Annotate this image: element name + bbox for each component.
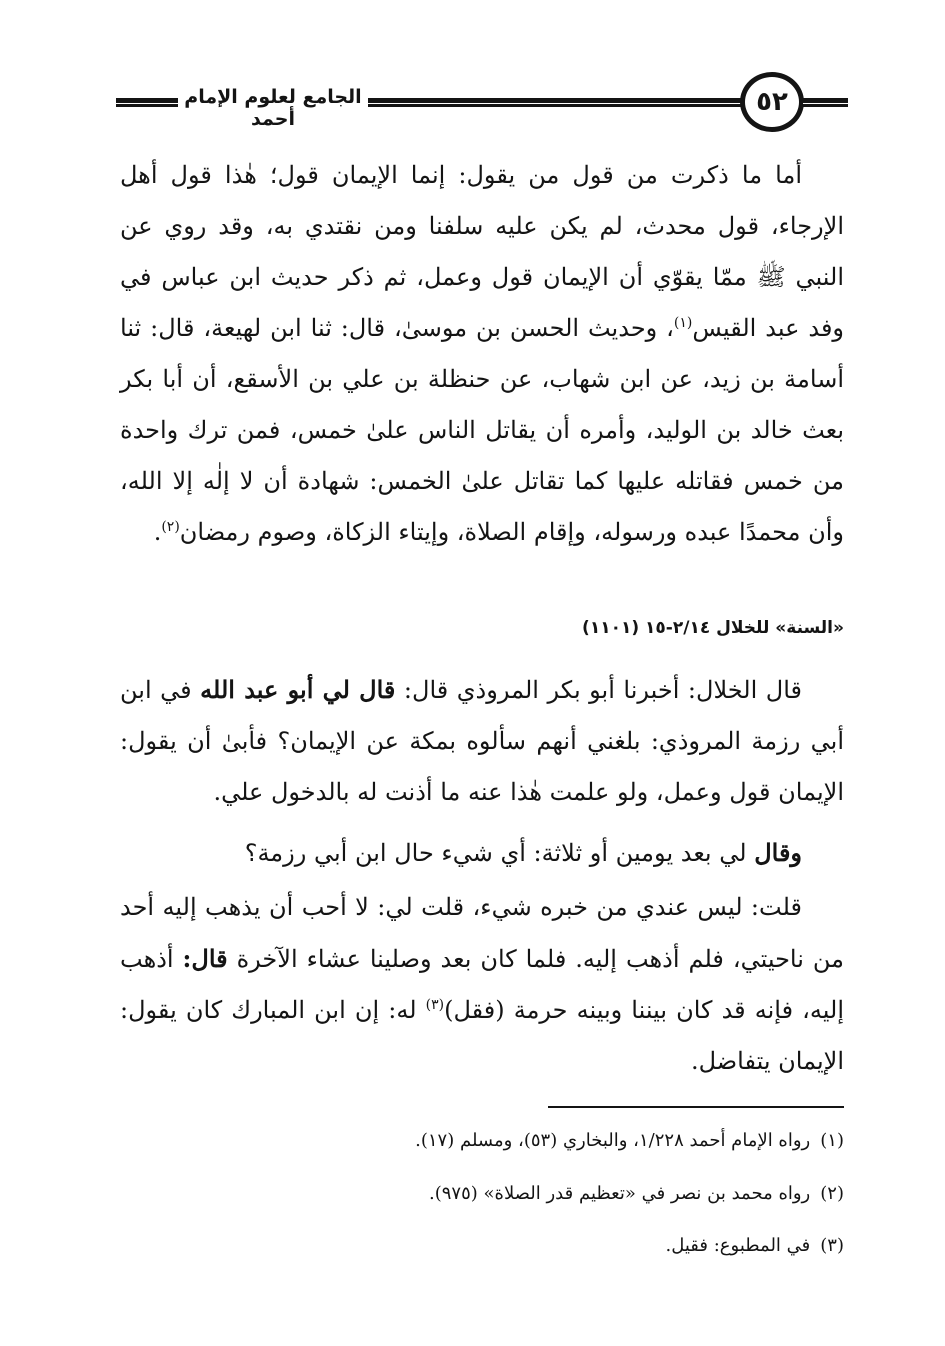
paragraph-3 (120, 827, 844, 879)
paragraph-3-bold: وقال (754, 838, 802, 867)
footnote-ref-3: (٣) (425, 997, 445, 1013)
paragraph-1 (120, 150, 844, 558)
paragraph-4-text-a: قلت: ليس عندي من خبره شيء، قلت لي: لا أحب أن يذهب إليه أحد من ناحيتي، فلم أذهب إليه. فلما كان بعد وصلينا عشاء الآخرة (120, 893, 844, 973)
paragraph-3-text: لي بعد يومين أو ثلاثة: أي شيء حال ابن أبي رزمة؟ (244, 839, 755, 867)
paragraph-4-text-c: له: إن ابن المبارك كان يقول: الإيمان يتفاضل. (120, 996, 844, 1075)
footnote-1-number: (١) (820, 1130, 844, 1151)
footnote-1 (120, 1127, 844, 1155)
paragraph-2-text-a: قال الخلال: أخبرنا أبو بكر المروذي قال: (395, 676, 802, 704)
paragraph-2-text-b: في ابن أبي رزمة المروذي: بلغني أنهم سألوه بمكة عن الإيمان؟ فأبىٰ أن يقول: الإيمان قول وعمل، ولو علمت هٰذا عنه ما أذنت له بالدخول علي. (120, 676, 844, 806)
footnote-ref-1: (١) (673, 315, 693, 331)
footnote-3 (120, 1232, 844, 1260)
footnote-divider (548, 1106, 844, 1108)
footnote-3-text: في المطبوع: فقيل. (665, 1235, 811, 1256)
paragraph-1-text-b: ، وحديث الحسن بن موسىٰ، قال: ثنا ابن لهيعة، قال: ثنا أسامة بن زيد، عن ابن شهاب، عن حنظلة بن علي بن الأسقع، أن أبا بكر بعث خالد بن الوليد، وأمره أن يقاتل الناس علىٰ خمس، فمن ترك واحدة من خمس فقاتله عليها كما تقاتل علىٰ الخمس: شهادة أن لا إلٰه إلا الله، وأن محمدًا عبده ورسوله، وإقام الصلاة، وإيتاء الزكاة، وصوم رمضان (120, 314, 844, 546)
header-rule-left (116, 98, 178, 104)
footnote-1-text: رواه الإمام أحمد ١/٢٢٨، والبخاري (٥٣)، ومسلم (١٧). (415, 1130, 811, 1151)
paragraph-4-bold: قال: (182, 944, 228, 973)
footnote-3-number: (٣) (820, 1235, 844, 1256)
footnote-2-text: رواه محمد بن نصر في «تعظيم قدر الصلاة» (٩٧٥). (428, 1183, 811, 1204)
paragraph-1-end: . (153, 518, 162, 546)
paragraph-2 (120, 664, 844, 818)
footnote-2 (120, 1180, 844, 1208)
header-rule-right (803, 98, 848, 104)
paragraph-4 (120, 882, 844, 1087)
header-rule-middle (368, 98, 743, 104)
footnote-2-number: (٢) (820, 1183, 844, 1204)
paragraph-1-text-a: أما ما ذكرت من قول من يقول: إنما الإيمان قول؛ هٰذا قول أهل الإرجاء، قول محدث، لم يكن عليه سلفنا ومن نقتدي به، وقد روي عن النبي ﷺ ممّا يقوّي أن الإيمان قول وعمل، ثم ذكر حديث ابن عباس في وفد عبد القيس (120, 161, 845, 342)
section-heading: «السنة» للخلال ٢/١٤-١٥ (١١٠١) (582, 618, 844, 638)
page-number: ٥٢ (740, 72, 804, 132)
paragraph-2-bold: قال لي أبو عبد الله (200, 675, 396, 704)
footnote-ref-2: (٢) (161, 519, 180, 535)
paragraph-4-text-b: أذهب إليه، فإنه قد كان بيننا وبينه حرمة (فقل) (120, 945, 844, 1024)
running-title: الجامع لعلوم الإمام أحمد (184, 86, 362, 130)
page-header (108, 68, 848, 138)
